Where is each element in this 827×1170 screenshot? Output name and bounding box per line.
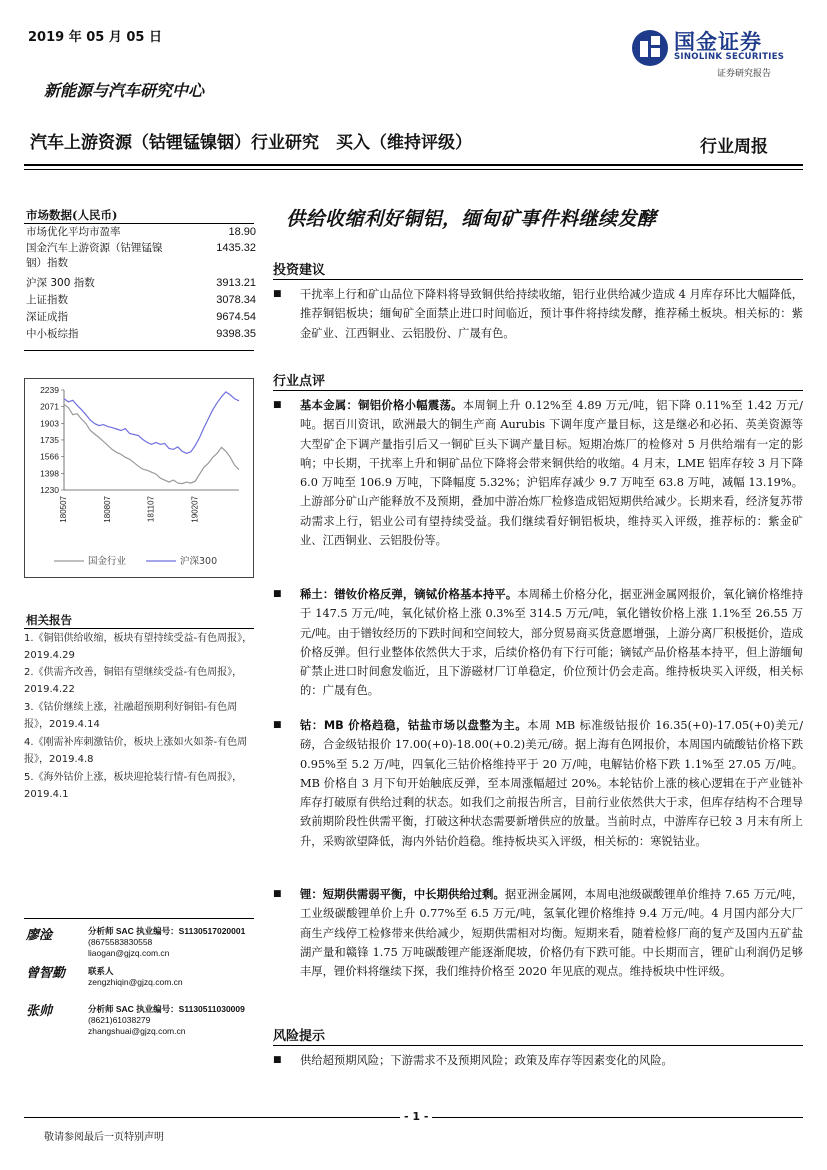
analyst-info [88, 926, 245, 959]
lithium-lead: 锂：短期供需弱平衡，中长期供给过剩。 [300, 888, 505, 901]
market-row-value: 9674.54 [216, 311, 256, 323]
market-row-label: 深证成指 [26, 311, 68, 323]
analyst-name: 廖淦 [26, 928, 53, 943]
rare-earth-text: 本周稀土价格分化，据亚洲金属网报价，氧化镝价格维持于 147.5 万元/吨，氧化铽价格上涨 0.3%至 314.5 万元/吨，氧化镨钕价格上涨 1.1%至 26.55 万元/吨。由于镨钕经历的下跌时间和空间较大，部分贸易商买货意愿增强，上游分离厂积极挺价，造成价格反弹。但行业整体依然供大于求，后续价格仍有下行可能；镝铽产品价格基本持平，但上游缅甸矿禁止进口时间愈发临近，且下游磁材厂订单稳定，价位预计仍会走高。维持板块买入评级，相关标的：广晟有色。 [300, 588, 803, 698]
analyst-phone: (8675583830558 [88, 937, 153, 947]
logo-subtitle: 证券研究报告 [717, 69, 772, 79]
metals-text: 本周铜上升 0.12%至 4.89 万元/吨，铝下降 0.11%至 1.42 万元/吨。据百川资讯，欧洲最大的铜生产商 Aurubis 下调年度产量目标，这是继必和必拓、英美资源等大型矿企下调产量指引后又一铜矿巨头下调产量目标。短期冶炼厂的检修对 5 月供给端有一定的影响；中长期，干扰率上升和铜矿品位下降将会带来铜供给的收缩。4 月末，LME 铝库存较 3 月下降 6.0 万吨至 106.9 万吨，下降幅度 5.32%；沪铝库存减少 9.7 万吨至 63.8 万吨，减幅 13.19%。上游部分矿山产能释放不及预期，叠加中游冶炼厂检修造成铝短期供给减少。长期来看，经济复苏带动需求上行，铝业公司有望持续受益。我们继续看好铜铝板块，维持买入评级，推荐标的：紫金矿业、江西铜业、云铝股份等。 [300, 399, 803, 548]
market-data-rule-bottom [24, 350, 254, 351]
related-report-item[interactable]: 2.《供需齐改善，铜铝有望继续受益-有色周报》，2019.4.22 [24, 667, 243, 695]
report-type: 行业周报 [700, 137, 768, 157]
analyst-info [88, 966, 183, 988]
report-headline: 供给收缩利好铜铝，缅甸矿事件料继续发酵 [286, 208, 657, 230]
related-report-item[interactable]: 3.《钴价继续上涨，社融超预期利好铜铝-有色周报》，2019.4.14 [24, 702, 238, 730]
section-rule [273, 1045, 803, 1046]
bullet-icon: ■ [273, 720, 282, 730]
legend-label: 国金行业 [88, 556, 127, 567]
risk-paragraph [273, 1051, 803, 1070]
report-title: 汽车上游资源（钴锂锰镍铟）行业研究 买入（维持评级） [30, 133, 472, 153]
y-tick-label: 1398 [40, 468, 59, 479]
market-row-value: 1435.32 [216, 242, 256, 254]
research-center: 新能源与汽车研究中心 [44, 81, 205, 100]
y-tick-label: 1230 [40, 485, 59, 495]
related-report-item[interactable]: 1.《铜铝供给收缩，板块有望持续受益-有色周报》，2019.4.29 [24, 633, 253, 661]
bullet-icon: ■ [273, 289, 282, 299]
related-reports-title: 相关报告 [26, 613, 72, 627]
rare-earth-lead: 稀土：镨钕价格反弹，镝铽价格基本持平。 [300, 588, 518, 601]
section-rule [273, 279, 803, 280]
analyst-name: 曾智勤 [26, 966, 66, 981]
market-data-title: 市场数据(人民币) [26, 208, 118, 222]
section-title-invest: 投资建议 [273, 263, 326, 278]
logo-text-cn: 国金证券 [674, 30, 762, 54]
market-row-value: 18.90 [228, 226, 256, 238]
market-row-label: 沪深 300 指数 [26, 277, 95, 289]
metals-lead: 基本金属：铜铝价格小幅震荡。 [300, 399, 463, 412]
market-row-value: 3913.21 [216, 277, 256, 289]
y-tick-label: 2239 [40, 385, 59, 395]
cobalt-text: 本周 MB 标准级钴报价 16.35(+0)-17.05(+0)美元/磅，合金级钴报价 17.00(+0)-18.00(+0.2)美元/磅。据上海有色网报价，本周国内硫酸钴价格下跌 0.95%至 5.2 万/吨，四氧化三钴价格维持平于 20 万/吨，电解钴价格下跌 1.1%至 27.05 万/吨。MB 价格自 3 月下旬开始触底反弹，至本周涨幅超过 20%。本轮钴价上涨的核心逻辑在于产业链补库存打破原有供给过剩的状态。如我们之前报告所言，目前行业依然供大于求，但库存结构不合理导致前期阶段性供需平衡，打破这种状态需要新增供应的放量。当前时点，中游库存已较 3 月末有所上升，采购欲望降低，海内外钴价趋稳。维持板块买入评级，相关标的：寒锐钴业。 [300, 719, 803, 848]
sinolink-logo-icon [630, 28, 670, 68]
analyst-rule [24, 918, 254, 919]
analyst-email[interactable]: zengzhiqin@gjzq.com.cn [88, 977, 183, 987]
analyst-name: 张帅 [26, 1004, 53, 1019]
lithium-text: 据亚洲金属网，本周电池级碳酸锂单价维持 7.65 万元/吨，工业级碳酸锂单价上升 0.77%至 6.5 万元/吨，氢氧化锂价格维持 9.4 万元/吨。4 月国内部分大厂商生产线停工检修带来供给减少，短期供需相对均衡。短期来看，随着检修厂商的复产及国内五矿盐湖产量和赣锋 1.75 万吨碳酸锂产能逐渐爬坡，价格仍有下跌可能。中长期而言，锂矿山利润仍足够丰厚，锂价料将继续下探，我们维持价格至 2020 年见底的观点。维持板块中性评级。 [300, 888, 803, 979]
analyst-sac: 分析师 SAC 执业编号：S1130511030009 [88, 1004, 245, 1014]
market-row-label: 市场优化平均市盈率 [26, 226, 121, 238]
market-row-label: 中小板综指 [26, 328, 79, 340]
y-tick-label: 1735 [40, 434, 59, 445]
series-line [64, 392, 239, 453]
market-row-value: 9398.35 [216, 328, 256, 340]
bullet-icon: ■ [273, 1055, 282, 1065]
legend-label: 沪深300 [180, 556, 218, 567]
x-tick-label: 190207 [190, 496, 200, 523]
market-row-value: 3078.34 [216, 294, 256, 306]
related-report-item[interactable]: 5.《海外钴价上涨，板块迎抢装行情-有色周报》，2019.4.1 [24, 772, 243, 800]
invest-text: 干扰率上行和矿山品位下降料将导致铜供给持续收缩，铝行业供给减少造成 4 月库存环比大幅降低，推荐铜铝板块；缅甸矿全面禁止进口时间临近，预计事件将持续发酵，推荐稀土板块。相关标的：紫金矿业、江西铜业、云铝股份、广晟有色。 [300, 288, 803, 340]
review-paragraph-metals [273, 396, 803, 550]
analyst-role: 联系人 [88, 966, 114, 976]
analyst-phone: (8621)61038279 [88, 1015, 151, 1025]
risk-text: 供给超预期风险；下游需求不及预期风险；政策及库存等因素变化的风险。 [300, 1054, 673, 1067]
section-rule [273, 390, 803, 391]
page-number: - 1 - [400, 1110, 432, 1123]
related-reports-rule [24, 628, 254, 629]
x-tick-label: 180507 [59, 496, 68, 523]
market-row-label: 国金汽车上游资源（钴锂锰镍铟）指数 [26, 242, 163, 269]
header-rule [24, 164, 803, 166]
bullet-icon: ■ [273, 889, 282, 899]
section-title-review: 行业点评 [273, 374, 326, 389]
y-tick-label: 1566 [40, 451, 59, 462]
analyst-email[interactable]: zhangshuai@gjzq.com.cn [88, 1026, 186, 1036]
analyst-info [88, 1004, 245, 1037]
review-paragraph-rare-earth [273, 585, 803, 701]
bullet-icon: ■ [273, 400, 282, 410]
logo-text-en: SINOLINK SECURITIES [674, 52, 785, 62]
related-report-item[interactable]: 4.《刚需补库刺激钴价，板块上涨如火如荼-有色周报》，2019.4.8 [24, 737, 248, 765]
header-rule-thin [24, 169, 803, 170]
index-chart [24, 378, 254, 578]
review-paragraph-cobalt [273, 716, 803, 851]
cobalt-lead: 钴：MB 价格趋稳，钴盐市场以盘整为主。 [300, 719, 528, 732]
x-tick-label: 180807 [102, 496, 112, 523]
analyst-sac: 分析师 SAC 执业编号：S1130517020001 [88, 926, 246, 936]
footer-disclaimer: 敬请参阅最后一页特别声明 [44, 1132, 164, 1143]
report-date: 2019 年 05 月 05 日 [28, 30, 162, 45]
market-row-label: 上证指数 [26, 294, 68, 306]
invest-paragraph [273, 285, 803, 343]
section-title-risk: 风险提示 [273, 1029, 326, 1044]
y-tick-label: 1903 [40, 418, 59, 429]
y-tick-label: 2071 [40, 401, 59, 412]
market-data-rule [24, 223, 254, 224]
bullet-icon: ■ [273, 589, 282, 599]
x-tick-label: 181107 [146, 496, 156, 523]
analyst-email[interactable]: liaogan@gjzq.com.cn [88, 948, 170, 958]
market-row [26, 241, 256, 273]
review-paragraph-lithium [273, 885, 803, 981]
